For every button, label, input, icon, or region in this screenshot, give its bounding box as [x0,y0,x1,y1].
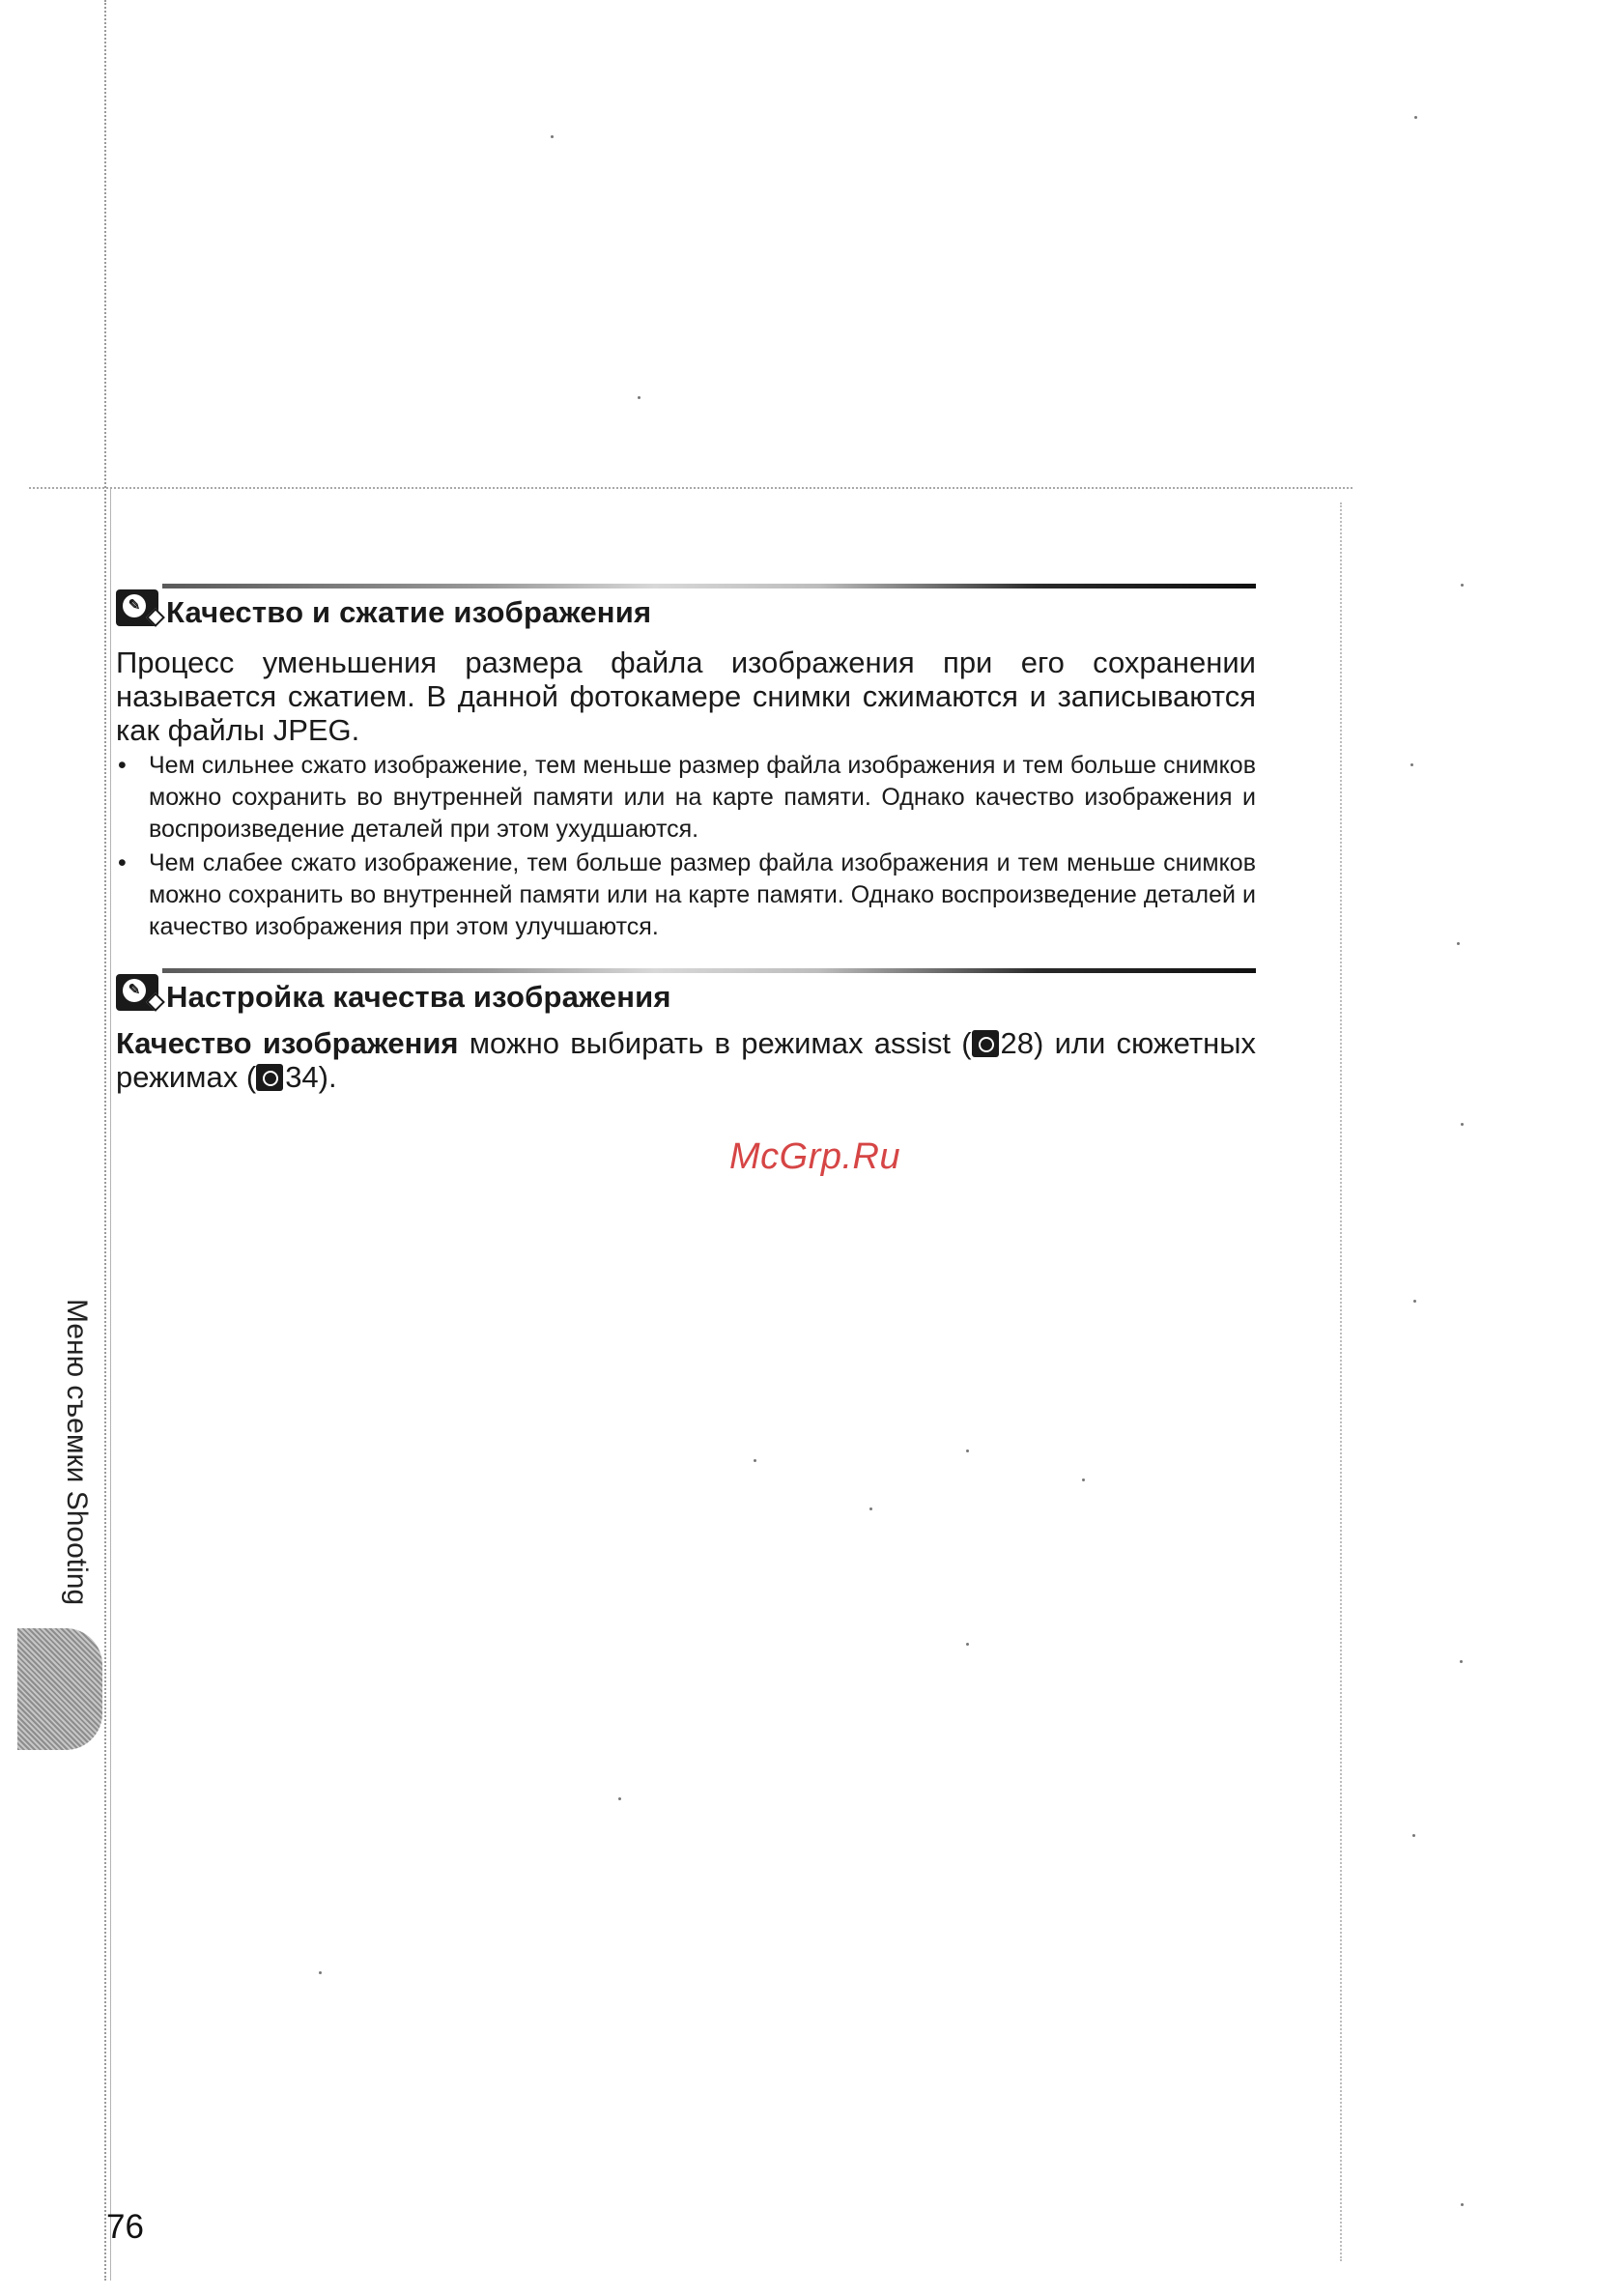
section-heading-quality-setting [116,968,1256,1013]
quality-setting-paragraph: Качество изображения можно выбирать в режимах assist ( 28) или сюжетных режимах ( 34). [116,1026,1256,1094]
heading-rule [162,968,1256,973]
list-item: • Чем слабее сжато изображение, тем больше размер файла изображения и тем меньше снимков можно сохранить во внутренней памяти или на карте памяти. Однако воспроизведение деталей и качество изображения при этом улучшаются. [118,849,1256,940]
section-heading-quality-compression [116,584,1256,628]
side-tab-label: Меню съемки Shooting [61,1299,93,1606]
heading-rule [162,584,1256,588]
page-ref[interactable]: 28 [1000,1026,1034,1060]
page-ref-icon [256,1064,283,1091]
section-title: Качество и сжатие изображения [166,595,652,629]
page-number: 76 [106,2208,144,2246]
bullet-list [116,750,1256,945]
tip-icon: ✎ [116,589,158,626]
scan-edge-line [104,0,106,2281]
page-ref[interactable]: 34 [285,1060,319,1094]
tip-icon: ✎ [116,974,158,1011]
scan-edge-line [1340,502,1342,2261]
page-ref-icon [972,1030,999,1057]
bullet-icon: • [118,752,127,779]
bullet-icon: • [118,849,127,876]
side-tab-marker [17,1628,102,1750]
scan-edge-line [110,488,111,2281]
watermark: McGrp.Ru [729,1136,901,1177]
list-item: • Чем сильнее сжато изображение, тем меньше размер файла изображения и тем больше снимков можно сохранить во внутренней памяти или на карте памяти. Однако качество изображения и воспроизведение деталей при этом ухудшаются. [118,752,1256,843]
section-title: Настройка качества изображения [166,980,671,1014]
scan-edge-line [29,487,1352,489]
intro-paragraph: Процесс уменьшения размера файла изображения при его сохранении называется сжатием. В данной фотокамере снимки сжимаются и записываются как файлы JPEG. [116,646,1256,747]
